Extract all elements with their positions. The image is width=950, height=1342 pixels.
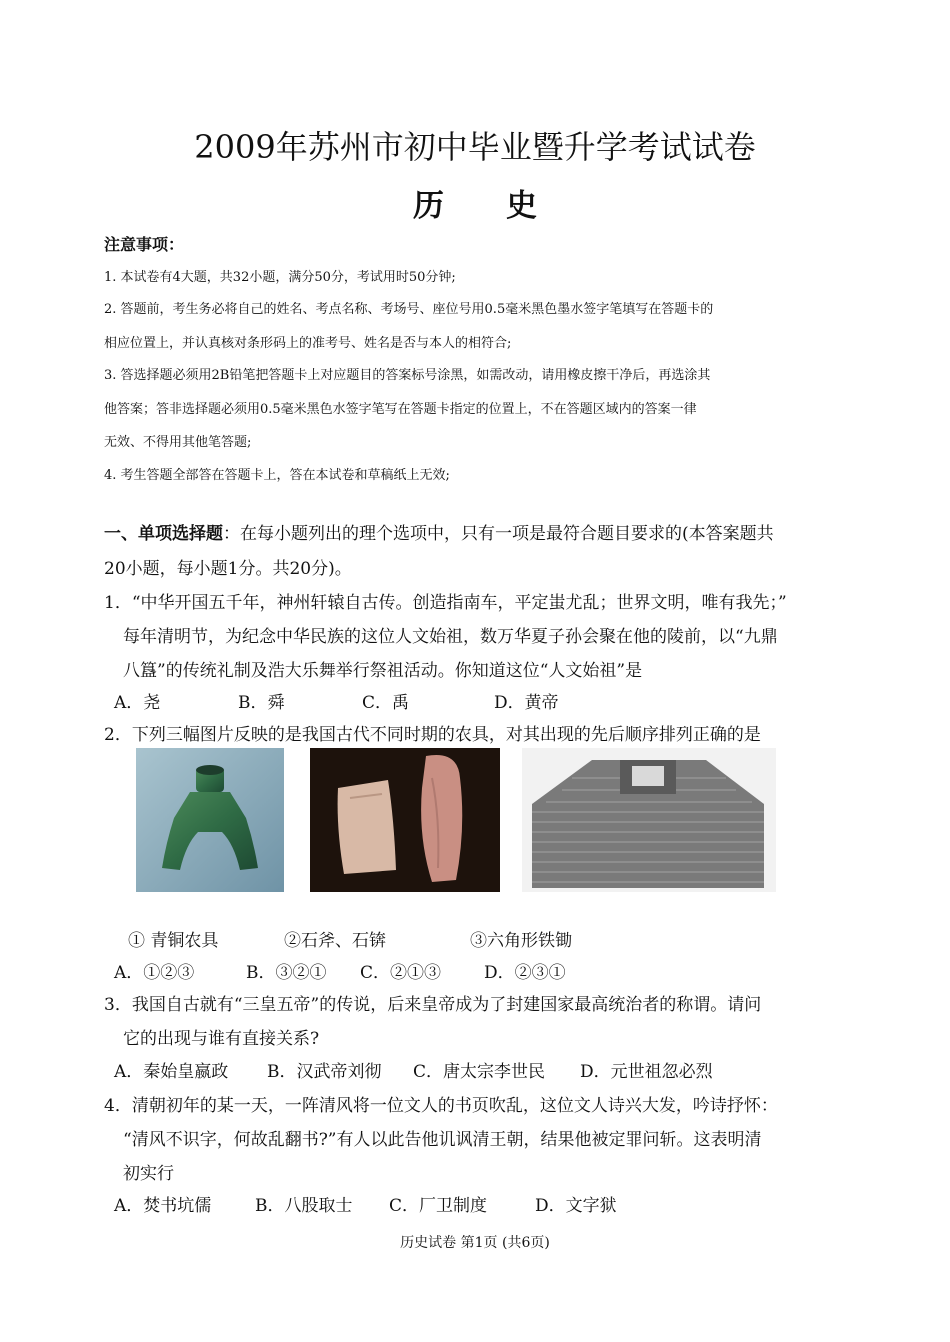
question-1-line: 每年清明节，为纪念中华民族的这位人文始祖，数万华夏子孙会聚在他的陵前，以“九鼎 — [123, 627, 778, 647]
option-c: C．唐太宗李世民 — [413, 1062, 546, 1082]
option-b: B．③②① — [246, 963, 327, 983]
question-4-options — [114, 1191, 617, 1216]
option-a: A．尧 — [114, 693, 161, 713]
question-2-captions — [128, 926, 572, 951]
option-c: C．禹 — [362, 693, 410, 713]
notice-line: 4. 考生答题全部答在答题卡上，答在本试卷和草稿纸上无效; — [104, 468, 450, 483]
option-b: B．八股取士 — [255, 1196, 353, 1216]
notice-line: 他答案；答非选择题必须用0.5毫米黑色水签字笔写在答题卡指定的位置上，不在答题区域内的答案一律 — [104, 402, 697, 417]
exam-title: 2009年苏州市初中毕业暨升学考试试卷 — [194, 128, 756, 166]
option-c: C．②①③ — [360, 963, 442, 983]
notice-line: 3. 答选择题必须用2B铅笔把答题卡上对应题目的答案标号涂黑，如需改动，请用橡皮擦干净后，再选涂其 — [104, 368, 711, 383]
question-3-options — [114, 1057, 713, 1082]
notice-line: 2. 答题前，考生务必将自己的姓名、考点名称、考场号、座位号用0.5毫米黑色墨水签字笔填写在答题卡的 — [104, 302, 714, 317]
section-intro — [104, 519, 774, 544]
section-intro-text: ：在每小题列出的理个选项中，只有一项是最符合题目要求的(本答案题共 — [223, 524, 774, 544]
notice-line: 无效、不得用其他笔答题; — [104, 435, 252, 450]
bronze-tool-image — [136, 748, 284, 892]
option-a: A．①②③ — [114, 963, 195, 983]
question-2-line: 2．下列三幅图片反映的是我国古代不同时期的农具，对其出现的先后顺序排列正确的是 — [104, 725, 761, 745]
question-4-line: 4．清朝初年的某一天，一阵清风将一位文人的书页吹乱，这位文人诗兴大发，吟诗抒怀： — [104, 1096, 778, 1116]
question-1-line: 1．“中华开国五千年，神州轩辕自古传。创造指南车，平定蚩尤乱；世界文明，唯有我先；” — [104, 593, 787, 613]
caption-2: ②石斧、石锛 — [284, 931, 386, 951]
question-1-line: 八簋”的传统礼制及浩大乐舞举行祭祖活动。你知道这位“人文始祖”是 — [123, 661, 643, 681]
notice-line: 1. 本试卷有4大题，共32小题，满分50分，考试用时50分钟; — [104, 270, 456, 285]
question-4-line: 初实行 — [123, 1164, 174, 1184]
page-footer: 历史试卷 第1页 (共6页) — [400, 1235, 550, 1251]
question-3-line: 3．我国自古就有“三皇五帝”的传说，后来皇帝成为了封建国家最高统治者的称谓。请问 — [104, 995, 762, 1015]
question-3-line: 它的出现与谁有直接关系? — [123, 1029, 320, 1049]
caption-3: ③六角形铁锄 — [470, 931, 572, 951]
stone-tools-image — [310, 748, 500, 892]
option-b: B．汉武帝刘彻 — [267, 1062, 382, 1082]
question-4-line: “清风不识字，何故乱翻书?”有人以此告他讥讽清王朝，结果他被定罪问斩。这表明清 — [123, 1130, 762, 1150]
option-b: B．舜 — [238, 693, 285, 713]
question-2-options — [114, 958, 566, 983]
option-d: D．黄帝 — [494, 693, 559, 713]
section-intro-line2: 20小题，每小题1分。共20分)。 — [104, 559, 352, 579]
exam-subject: 历 史 — [413, 188, 537, 224]
option-d: D．文字狱 — [535, 1196, 617, 1216]
option-d: D．②③① — [484, 963, 566, 983]
notice-heading: 注意事项： — [104, 235, 185, 254]
option-a: A．秦始皇嬴政 — [114, 1062, 229, 1082]
option-a: A．焚书坑儒 — [114, 1196, 212, 1216]
option-d: D．元世祖忽必烈 — [580, 1062, 713, 1082]
option-c: C．厂卫制度 — [389, 1196, 488, 1216]
question-1-options — [114, 688, 559, 713]
iron-hoe-image — [522, 748, 776, 892]
notice-line: 相应位置上，并认真核对条形码上的准考号、姓名是否与本人的相符合; — [104, 336, 512, 351]
section-heading: 一、单项选择题 — [104, 524, 223, 544]
caption-1: ① 青铜农具 — [128, 931, 219, 951]
